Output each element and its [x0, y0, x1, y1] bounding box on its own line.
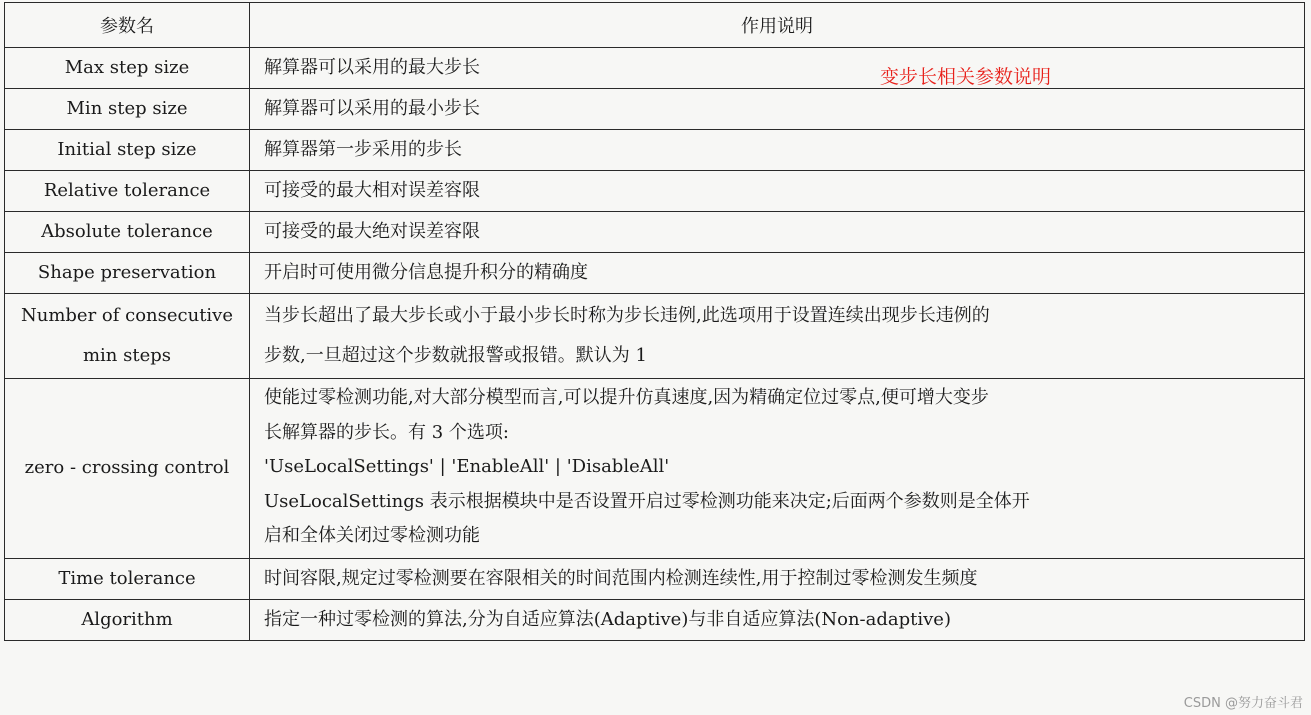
param-desc-line: 启和全体关闭过零检测功能 — [264, 525, 480, 546]
table-row — [5, 130, 1305, 171]
header-param-name: 参数名 — [5, 3, 250, 48]
table-row — [5, 558, 1305, 599]
param-desc: 指定一种过零检测的算法,分为自适应算法(Adaptive)与非自适应算法(Non-adaptive) — [250, 599, 1305, 640]
param-desc — [250, 294, 1305, 379]
table-header-row — [5, 3, 1305, 48]
param-name: Min step size — [5, 89, 250, 130]
parameter-table — [4, 2, 1305, 641]
watermark: CSDN @努力奋斗君 — [1183, 696, 1303, 711]
table-row — [5, 253, 1305, 294]
param-desc: 开启时可使用微分信息提升积分的精确度 — [250, 253, 1305, 294]
param-desc: 解算器可以采用的最小步长 — [250, 89, 1305, 130]
param-desc: 可接受的最大相对误差容限 — [250, 171, 1305, 212]
param-desc-line: 长解算器的步长。有 3 个选项: — [264, 421, 509, 443]
param-name: Initial step size — [5, 130, 250, 171]
table-row — [5, 599, 1305, 640]
param-name: zero - crossing control — [5, 379, 250, 559]
table-row — [5, 212, 1305, 253]
table-row — [5, 48, 1305, 89]
table-row — [5, 294, 1305, 379]
param-name-line: min steps — [82, 345, 172, 366]
param-name: Shape preservation — [5, 253, 250, 294]
table-row — [5, 379, 1305, 559]
param-name: Algorithm — [5, 599, 250, 640]
red-annotation-label: 变步长相关参数说明 — [880, 66, 1052, 88]
param-name — [5, 294, 250, 379]
param-name: Relative tolerance — [5, 171, 250, 212]
param-desc-line: 'UseLocalSettings' | 'EnableAll' | 'DisableAll' — [264, 456, 670, 477]
param-desc: 解算器可以采用的最大步长 — [250, 48, 1305, 89]
param-desc: 时间容限,规定过零检测要在容限相关的时间范围内检测连续性,用于控制过零检测发生频度 — [250, 558, 1305, 599]
param-desc-line: 步数,一旦超过这个步数就报警或报错。默认为 1 — [264, 345, 647, 366]
table-row — [5, 89, 1305, 130]
param-desc-line: 当步长超出了最大步长或小于最小步长时称为步长违例,此选项用于设置连续出现步长违例的 — [264, 305, 990, 326]
param-name-line: Number of consecutive — [20, 305, 234, 326]
param-desc-line: UseLocalSettings 表示根据模块中是否设置开启过零检测功能来决定;后面两个参数则是全体开 — [264, 490, 1030, 512]
table-row — [5, 171, 1305, 212]
param-name: Time tolerance — [5, 558, 250, 599]
header-description: 作用说明 — [250, 3, 1305, 48]
param-name: Absolute tolerance — [5, 212, 250, 253]
param-desc: 可接受的最大绝对误差容限 — [250, 212, 1305, 253]
param-desc — [250, 379, 1305, 559]
parameter-table-container — [4, 2, 1304, 706]
param-name: Max step size — [5, 48, 250, 89]
param-desc-line: 使能过零检测功能,对大部分模型而言,可以提升仿真速度,因为精确定位过零点,便可增大变步 — [264, 387, 989, 408]
param-desc: 解算器第一步采用的步长 — [250, 130, 1305, 171]
